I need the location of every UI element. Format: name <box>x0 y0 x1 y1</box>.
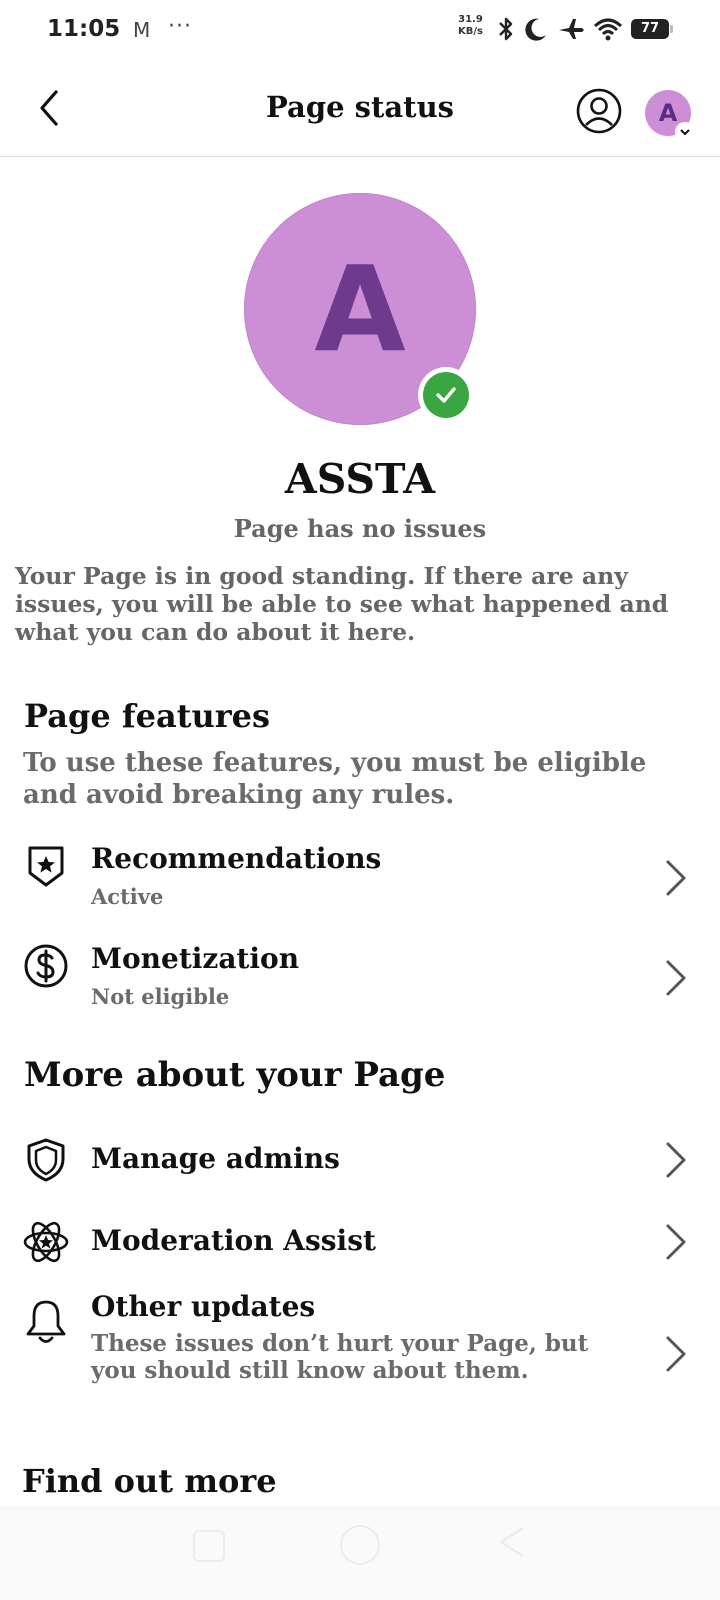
section-title-more-about: More about your Page <box>24 1055 446 1095</box>
verified-badge <box>418 367 474 423</box>
more-row-other-updates[interactable] <box>0 1288 720 1438</box>
page-name: ASSTA <box>284 455 436 503</box>
more-row-moderation-assist[interactable] <box>0 1212 720 1276</box>
page-status-text: Page has no issues <box>233 514 487 543</box>
chevron-down-icon <box>675 122 695 142</box>
checkmark-icon <box>433 382 459 408</box>
dollar-circle-icon <box>22 942 70 990</box>
more-label: Manage admins <box>91 1142 340 1175</box>
more-row-manage-admins[interactable] <box>0 1130 720 1194</box>
system-back-button[interactable] <box>497 1525 527 1559</box>
home-button[interactable] <box>340 1525 380 1565</box>
feature-row-monetization[interactable] <box>0 938 720 1022</box>
recent-apps-button[interactable] <box>193 1530 225 1562</box>
mail-icon: M <box>133 18 151 42</box>
chevron-right-icon <box>662 1140 690 1180</box>
feature-row-recommendations[interactable] <box>0 838 720 922</box>
more-label: Moderation Assist <box>91 1224 376 1257</box>
page-status-description: Your Page is in good standing. If there are any issues, you will be able to see what happened and what you can do about it here. <box>15 562 669 646</box>
app-header <box>0 62 720 157</box>
network-speed-unit: KB/s <box>458 26 483 37</box>
system-nav-bar <box>0 1505 720 1600</box>
status-bar <box>0 0 720 62</box>
account-avatar-letter: A <box>658 99 678 127</box>
feature-label: Recommendations <box>91 842 382 875</box>
battery-indicator: 77 <box>631 19 669 39</box>
status-time: 11:05 <box>47 16 121 42</box>
wifi-icon <box>593 16 623 42</box>
moon-icon <box>523 16 549 42</box>
feature-status: Not eligible <box>91 984 230 1009</box>
feature-label: Monetization <box>91 942 300 975</box>
bluetooth-icon <box>497 16 515 42</box>
network-speed-value: 31.9 <box>458 14 483 25</box>
network-speed <box>458 14 483 38</box>
page-avatar-letter: A <box>314 240 406 378</box>
badge-star-icon <box>22 842 70 890</box>
chevron-right-icon <box>662 1334 690 1374</box>
airplane-icon <box>557 16 585 42</box>
chevron-right-icon <box>662 858 690 898</box>
bell-icon <box>22 1298 70 1346</box>
atom-star-icon <box>22 1218 70 1266</box>
chevron-right-icon <box>662 1222 690 1262</box>
section-title-find-out-more <box>22 1462 322 1502</box>
more-notifications-icon: ··· <box>168 14 192 39</box>
profile-icon[interactable] <box>576 88 622 134</box>
section-title-find-out-more-text: Find out more <box>22 1462 277 1500</box>
chevron-right-icon <box>662 958 690 998</box>
more-label: Other updates <box>91 1290 316 1323</box>
section-subtitle-page-features: To use these features, you must be eligible and avoid breaking any rules. <box>23 748 647 810</box>
shield-icon <box>22 1136 70 1184</box>
feature-status: Active <box>91 884 164 909</box>
more-description: These issues don’t hurt your Page, but you should still know about them. <box>91 1330 589 1384</box>
status-icons <box>497 14 669 44</box>
section-title-page-features: Page features <box>24 697 270 735</box>
page-title: Page status <box>266 90 454 124</box>
account-switcher-avatar[interactable] <box>645 90 691 136</box>
